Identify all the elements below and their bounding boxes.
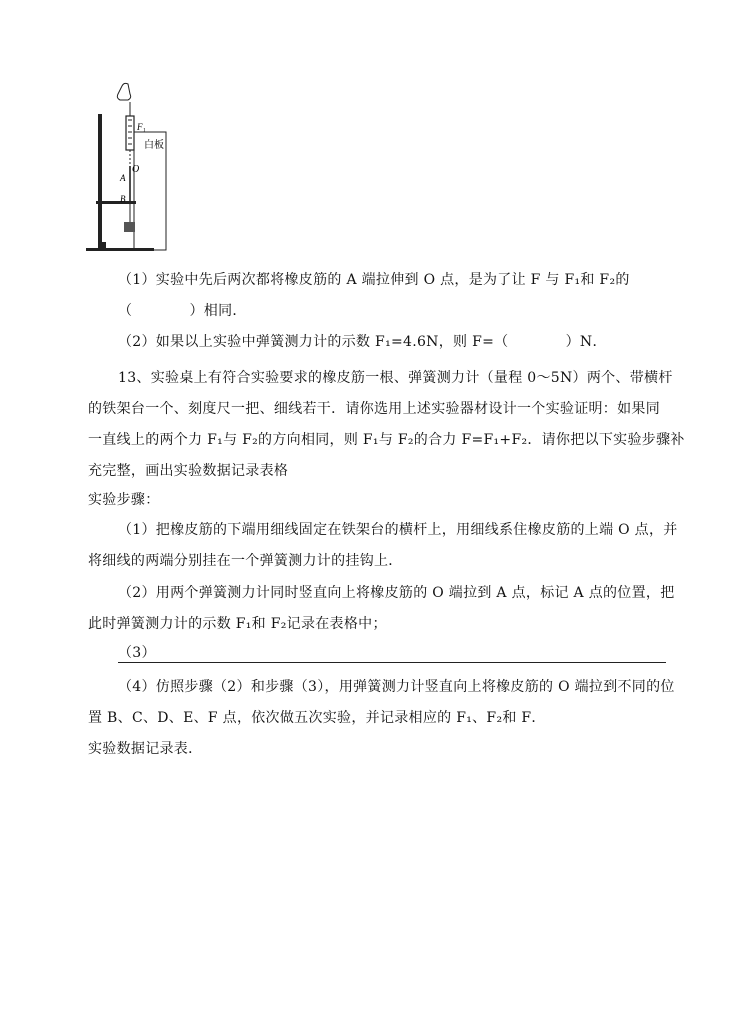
table-title: 实验数据记录表． <box>88 741 203 757</box>
crossbar <box>96 201 136 204</box>
q13-line2: 的铁架台一个、刻度尺一把、细线若干．请你选用上述实验器材设计一个实验证明：如果同 <box>88 401 660 417</box>
hand-icon <box>117 83 130 100</box>
label-b: B <box>120 194 126 204</box>
experiment-figure <box>84 80 174 260</box>
step2-line1: （2）用两个弹簧测力计同时竖直向上将橡皮筋的 O 端拉到 A 点，标记 A 点的位置，把 <box>118 585 675 601</box>
step4-line2: 置 B、C、D、E、F 点，依次做五次实验，并记录相应的 F₁、F₂和 F． <box>88 710 546 726</box>
step3-answer-line <box>118 662 666 663</box>
label-board: 白板 <box>144 140 164 151</box>
stand-pole <box>98 114 102 248</box>
step1-line1: （1）把橡皮筋的下端用细线固定在铁架台的横杆上，用细线系住橡皮筋的上端 O 点，并 <box>118 522 678 538</box>
q13-line3: 一直线上的两个力 F₁与 F₂的方向相同，则 F₁与 F₂的合力 F=F₁+F₂．请你把以下实验步骤补 <box>88 432 685 448</box>
label-o: O <box>132 164 140 175</box>
q13-line1: 13、实验桌上有符合实验要求的橡皮筋一根、弹簧测力计（量程 0～5N）两个、带横杆 <box>118 370 673 386</box>
steps-title: 实验步骤： <box>88 492 160 508</box>
step2-line2: 此时弹簧测力计的示数 F₁和 F₂记录在表格中； <box>88 616 387 632</box>
q12-part2: （2）如果以上实验中弹簧测力计的示数 F₁=4.6N，则 F=（ ）N． <box>118 334 607 350</box>
q13-line4: 充完整，画出实验数据记录表格 <box>88 463 289 479</box>
step4-line1: （4）仿照步骤（2）和步骤（3），用弹簧测力计竖直向上将橡皮筋的 O 端拉到不同的位 <box>118 679 675 695</box>
q12-part1-line1: （1）实验中先后两次都将橡皮筋的 A 端拉伸到 O 点，是为了让 F 与 F₁和 F₂的 <box>118 272 630 288</box>
q12-part1-line2: （ ）相同． <box>118 303 247 319</box>
step1-line2: 将细线的两端分别挂在一个弹簧测力计的挂钩上． <box>88 553 403 569</box>
label-a: A <box>120 173 126 183</box>
label-f1: F₁ <box>137 122 146 132</box>
step3: （3） <box>118 645 156 661</box>
weight <box>124 222 135 232</box>
spring-scale <box>126 116 134 150</box>
